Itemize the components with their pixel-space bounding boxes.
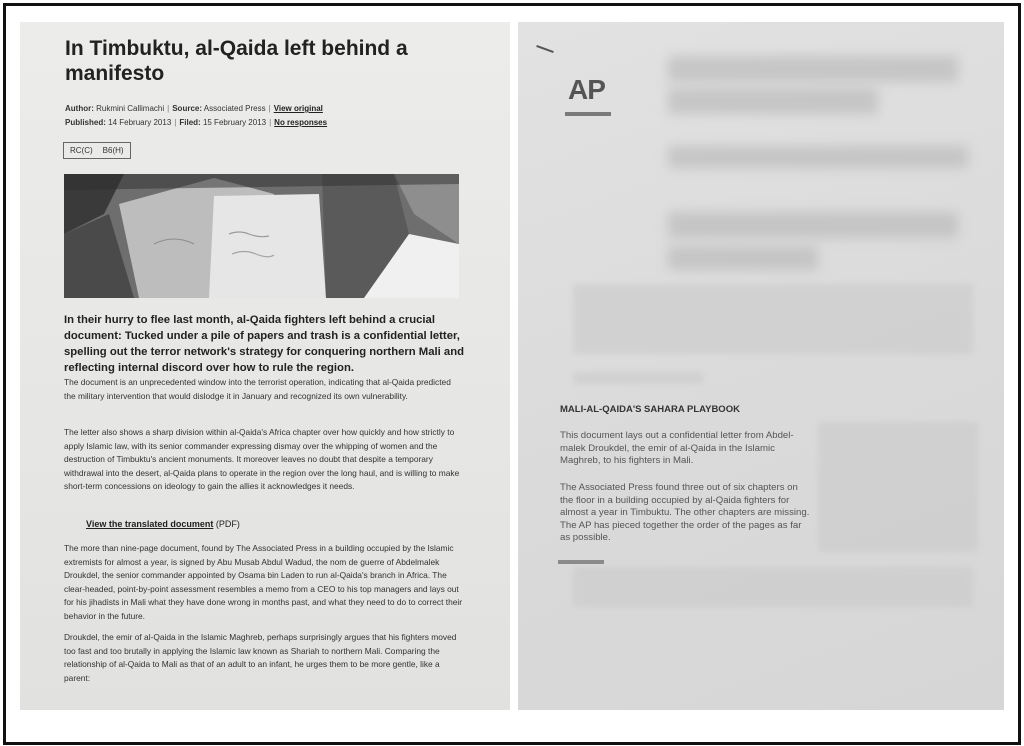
tag: B6(H) — [102, 146, 124, 155]
view-original-link[interactable]: View original — [273, 104, 323, 113]
article-page — [20, 22, 510, 710]
published-date: 14 February 2013 — [108, 118, 172, 127]
tag-box — [63, 142, 131, 159]
redacted-block — [668, 212, 958, 238]
pen-mark — [536, 45, 554, 53]
article-paragraph: The more than nine-page document, found by The Associated Press in a building occupied by the Islamic extremists for almost a year, is signed by Abu Musab Abdul Wadud, the nom de guerre of Abdelmalek Droukdel, the senior commander appointed by Osama bin Laden to run al-Qaida's branch in Africa. The clear-headed, point-by-point assessment resembles a memo from a CEO to his top managers and lays out for his jihadists in Mali what they have done wrong in months past, and what they need to do to correct their behavior in the future. — [64, 543, 463, 621]
redacted-block — [668, 246, 818, 270]
ap-logo: AP — [568, 74, 605, 105]
source-name: Associated Press — [203, 104, 266, 113]
article-lead: In their hurry to flee last month, al-Qaida fighters left behind a crucial document: Tucked under a pile of papers and trash is a confidential letter, spelling out the terror network's strategy for conquering northern Mali and reflecting internal discord over how to rule the region. — [64, 314, 465, 374]
pdf-label: (PDF) — [215, 519, 240, 529]
no-responses-link[interactable]: No responses — [274, 118, 328, 127]
redacted-block — [668, 146, 968, 168]
article-paragraph: The document is an unprecedented window into the terrorist operation, indicating that al-Qaida predicted the military intervention that would dislodge it in January and recognized its own vulnerability. — [64, 377, 451, 401]
article-title: In Timbuktu, al-Qaida left behind a manifesto — [65, 37, 408, 85]
published-label: Published: — [65, 118, 106, 127]
playbook-divider — [558, 560, 604, 564]
dates-row: Published: 14 February 2013 | Filed: 15 February 2013 | No responses — [65, 118, 328, 127]
filed-label: Filed: — [179, 118, 201, 127]
faded-text-block — [573, 567, 973, 607]
playbook-paragraph: This document lays out a confidential letter from Abdel-malek Droukdel, the emir of al-Qaida in the Islamic Maghreb, to his fighters in Mali. — [560, 430, 794, 466]
author-name: Rukmini Callimachi — [96, 104, 165, 113]
redacted-block — [668, 88, 878, 114]
faded-text-block — [818, 422, 978, 552]
article-paragraph: The letter also shows a sharp division within al-Qaida's Africa chapter over how quickly and how strictly to apply Islamic law, with its senior commander expressing dismay over the whipping of women and the destruction of Timbuktu's ancient monuments. It moreover leaves no doubt that despite a temporary withdrawal into the desert, al-Qaida plans to operate in the region over the long haul, and is willing to make short-term concessions on ideology to gain the allies it acknowledges it needs. — [64, 427, 460, 492]
playbook-paragraph: The Associated Press found three out of six chapters on the floor in a building occupied by al-Qaida fighters for almost a year in Timbuktu. The other chapters are missing. The AP has pieced together the order of the pages as far as possible. — [560, 482, 810, 543]
filed-date: 15 February 2013 — [202, 118, 267, 127]
playbook-title: MALI-AL-QAIDA'S SAHARA PLAYBOOK — [560, 404, 740, 415]
document-photo — [64, 174, 459, 298]
redacted-block — [668, 56, 958, 82]
faded-text-block — [573, 284, 973, 354]
faded-heading — [573, 372, 703, 384]
translated-document-link[interactable]: View the translated document — [86, 519, 214, 529]
source-label: Source: — [172, 104, 203, 113]
byline-row: Author: Rukmini Callimachi | Source: Associated Press | View original — [65, 104, 323, 113]
translated-document-row — [86, 519, 240, 529]
ap-page — [518, 22, 1004, 710]
tag: RC(C) — [70, 146, 93, 155]
author-label: Author: — [65, 104, 94, 113]
logo-underline — [565, 112, 611, 116]
article-paragraph: Droukdel, the emir of al-Qaida in the Islamic Maghreb, perhaps surprisingly argues that his fighters moved too fast and too brutally in applying the Islamic law known as Shariah to northern Mali. Comparing the relationship of al-Qaida to Mali as that of an adult to an infant, he urges them to be more gentle, like a parent: — [64, 632, 457, 683]
